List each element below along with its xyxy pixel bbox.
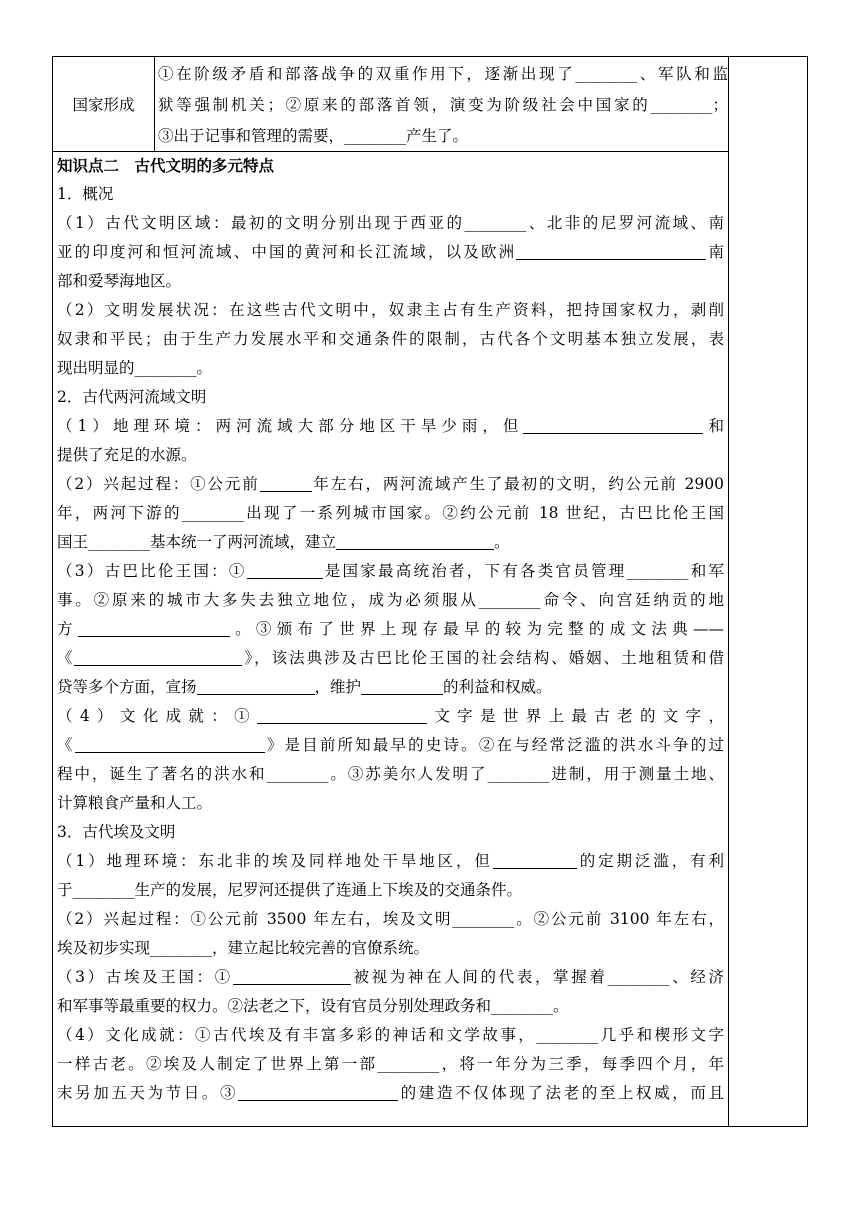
text-line: 狱等强制机关；②原来的部落首领，演变为阶级社会中国家的________； xyxy=(158,96,728,114)
text-line: （3）古巴比伦王国：① 是国家最高统治者，下有各类官员管理________和军 xyxy=(57,562,724,580)
text-line: （2）文明发展状况：在这些古代文明中，奴隶主占有生产资料，把持国家权力，剥削 xyxy=(57,301,724,319)
text-line: （4）文化成就：① 文字是世界上最古老的文字， xyxy=(57,707,724,725)
fill-blank[interactable] xyxy=(523,418,703,435)
fill-blank[interactable] xyxy=(260,476,312,493)
text-line: 奴隶和平民；由于生产力发展水平和交通条件的限制，古代各个文明基本独立发展，表 xyxy=(57,330,724,348)
text-line: 国王________基本统一了两河流域，建立 。 xyxy=(57,533,510,551)
text-line: （2）兴起过程：①公元前 3500 年左右，埃及文明________。②公元前 3100 年左右， xyxy=(57,910,724,928)
fill-blank[interactable] xyxy=(233,969,351,986)
text-line: （1）地理环境：两河流域大部分地区干旱少雨，但 和 xyxy=(57,417,724,435)
text-line: （1）古代文明区域：最初的文明分别出现于西亚的________、北非的尼罗河流域、南 xyxy=(57,214,724,232)
notes-column-divider xyxy=(728,57,729,1126)
text-line: 《 》是目前所知最早的史诗。②在与经常泛滥的洪水斗争的过 xyxy=(57,736,724,754)
text-line: 程中，诞生了著名的洪水和________。③苏美尔人发明了________进制，用于测量土地、 xyxy=(57,765,724,783)
heading: 2．古代两河流域文明 xyxy=(57,388,207,406)
fill-blank[interactable] xyxy=(238,1085,398,1102)
text-line: 埃及初步实现________，建立起比较完善的官僚系统。 xyxy=(57,939,430,957)
main-content xyxy=(57,151,724,1108)
heading: 1．概况 xyxy=(57,185,114,203)
text-line: 于________生产的发展，尼罗河还提供了连通上下埃及的交通条件。 xyxy=(57,881,523,899)
text-line: （4）文化成就：①古代埃及有丰富多彩的神话和文学故事，________几乎和楔形文字 xyxy=(57,1026,724,1044)
text-line: （1）地理环境：东北非的埃及同样地处干旱地区，但 的定期泛滥，有利 xyxy=(57,852,724,870)
text-line: ③出于记事和管理的需要，________产生了。 xyxy=(158,127,469,145)
fill-blank[interactable] xyxy=(336,534,494,551)
fill-blank[interactable] xyxy=(197,679,315,696)
text-line: 亚的印度河和恒河流域、中国的黄河和长江流域，以及欧洲 南 xyxy=(57,243,724,261)
fill-blank[interactable] xyxy=(78,621,230,638)
text-line: 年，两河下游的________出现了一系列城市国家。②约公元前 18 世纪，古巴比伦王国 xyxy=(57,504,724,522)
text-line: 事。②原来的城市大多失去独立地位，成为必须服从________命令、向宫廷纳贡的地 xyxy=(57,591,724,609)
worksheet-table xyxy=(52,56,808,1127)
text-line: 现出明显的________。 xyxy=(57,359,213,377)
text-line: （2）兴起过程：①公元前 年左右，两河流域产生了最初的文明，约公元前 2900 xyxy=(57,475,724,493)
state-formation-cell xyxy=(158,59,728,152)
text-line: ①在阶级矛盾和部落战争的双重作用下，逐渐出现了________、军队和监 xyxy=(158,65,728,83)
text-line: 计算粮食产量和人工。 xyxy=(57,794,213,812)
text-line: （3）古埃及王国：① 被视为神在人间的代表，掌握着________、经济 xyxy=(57,968,724,986)
fill-blank[interactable] xyxy=(516,244,706,261)
fill-blank[interactable] xyxy=(247,563,323,580)
fill-blank[interactable] xyxy=(75,737,265,754)
text-line: 贷等多个方面，宣扬 ，维护 的利益和权威。 xyxy=(57,678,552,696)
fill-blank[interactable] xyxy=(74,650,242,667)
fill-blank[interactable] xyxy=(493,853,577,870)
label-column-divider xyxy=(154,57,155,151)
heading: 3．古代埃及文明 xyxy=(57,823,176,841)
text-line: 和军事等最重要的权力。②法老之下，设有官员分别处理政务和________。 xyxy=(57,997,569,1015)
fill-blank[interactable] xyxy=(257,708,427,725)
section-title: 知识点二 古代文明的多元特点 xyxy=(57,156,275,175)
text-line: 方 。③颁布了世界上现存最早的较为完整的成文法典—— xyxy=(57,620,724,638)
text-line: 《 》，该法典涉及古巴比伦王国的社会结构、婚姻、土地租赁和借 xyxy=(57,649,724,667)
text-line: 部和爱琴海地区。 xyxy=(57,272,182,290)
text-line: 提供了充足的水源。 xyxy=(57,446,197,464)
fill-blank[interactable] xyxy=(361,679,443,696)
text-line: 一样古老。②埃及人制定了世界上第一部________，将一年分为三季，每季四个月，年 xyxy=(57,1055,724,1073)
row-label: 国家形成 xyxy=(72,96,135,114)
text-line: 末另加五天为节日。③ 的建造不仅体现了法老的至上权威，而且 xyxy=(57,1084,724,1102)
